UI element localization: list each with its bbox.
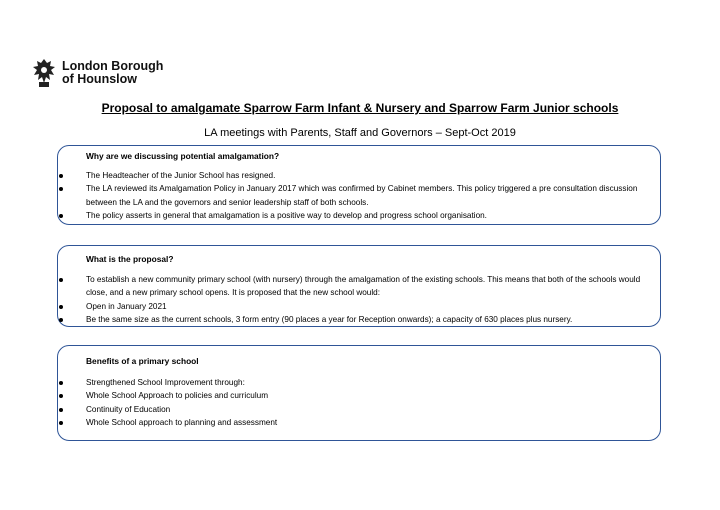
crest-icon (30, 58, 58, 88)
list-item: To establish a new community primary school (with nursery) through the amalgamation of the existing schools. This means that both of the schools would close, and a new primary school opens. It is proposed that the new school would: (70, 273, 660, 300)
section-heading-benefits: Benefits of a primary school (86, 356, 199, 366)
section-heading-proposal: What is the proposal? (86, 254, 174, 264)
list-item: The Headteacher of the Junior School has resigned. (70, 169, 660, 182)
list-item: Strengthened School Improvement through: (70, 376, 660, 389)
section-heading-why: Why are we discussing potential amalgamation? (86, 151, 280, 161)
bullet-list-proposal (70, 273, 660, 326)
page-subtitle: LA meetings with Parents, Staff and Governors – Sept-Oct 2019 (204, 127, 516, 139)
logo-line-2: of Hounslow (62, 72, 137, 86)
bullet-list-why (70, 169, 660, 222)
bullet-list-benefits (70, 376, 660, 429)
list-item: Whole School Approach to policies and curriculum (70, 389, 660, 402)
list-item: Be the same size as the current schools, 3 form entry (90 places a year for Reception onwards); a capacity of 630 places plus nursery. (70, 313, 660, 326)
list-item: Open in January 2021 (70, 300, 660, 313)
borough-logo (30, 58, 163, 88)
list-item: Whole School approach to planning and assessment (70, 416, 660, 429)
page-title: Proposal to amalgamate Sparrow Farm Infant & Nursery and Sparrow Farm Junior schools (101, 101, 619, 115)
list-item: Continuity of Education (70, 403, 660, 416)
logo-line-1: London Borough (62, 59, 164, 73)
list-item: The policy asserts in general that amalgamation is a positive way to develop and progress school organisation. (70, 209, 660, 222)
list-item: The LA reviewed its Amalgamation Policy in January 2017 which was confirmed by Cabinet members. This policy triggered a pre consultation discussion between the LA and the governors and senior leadership staff of both schools. (70, 182, 660, 209)
